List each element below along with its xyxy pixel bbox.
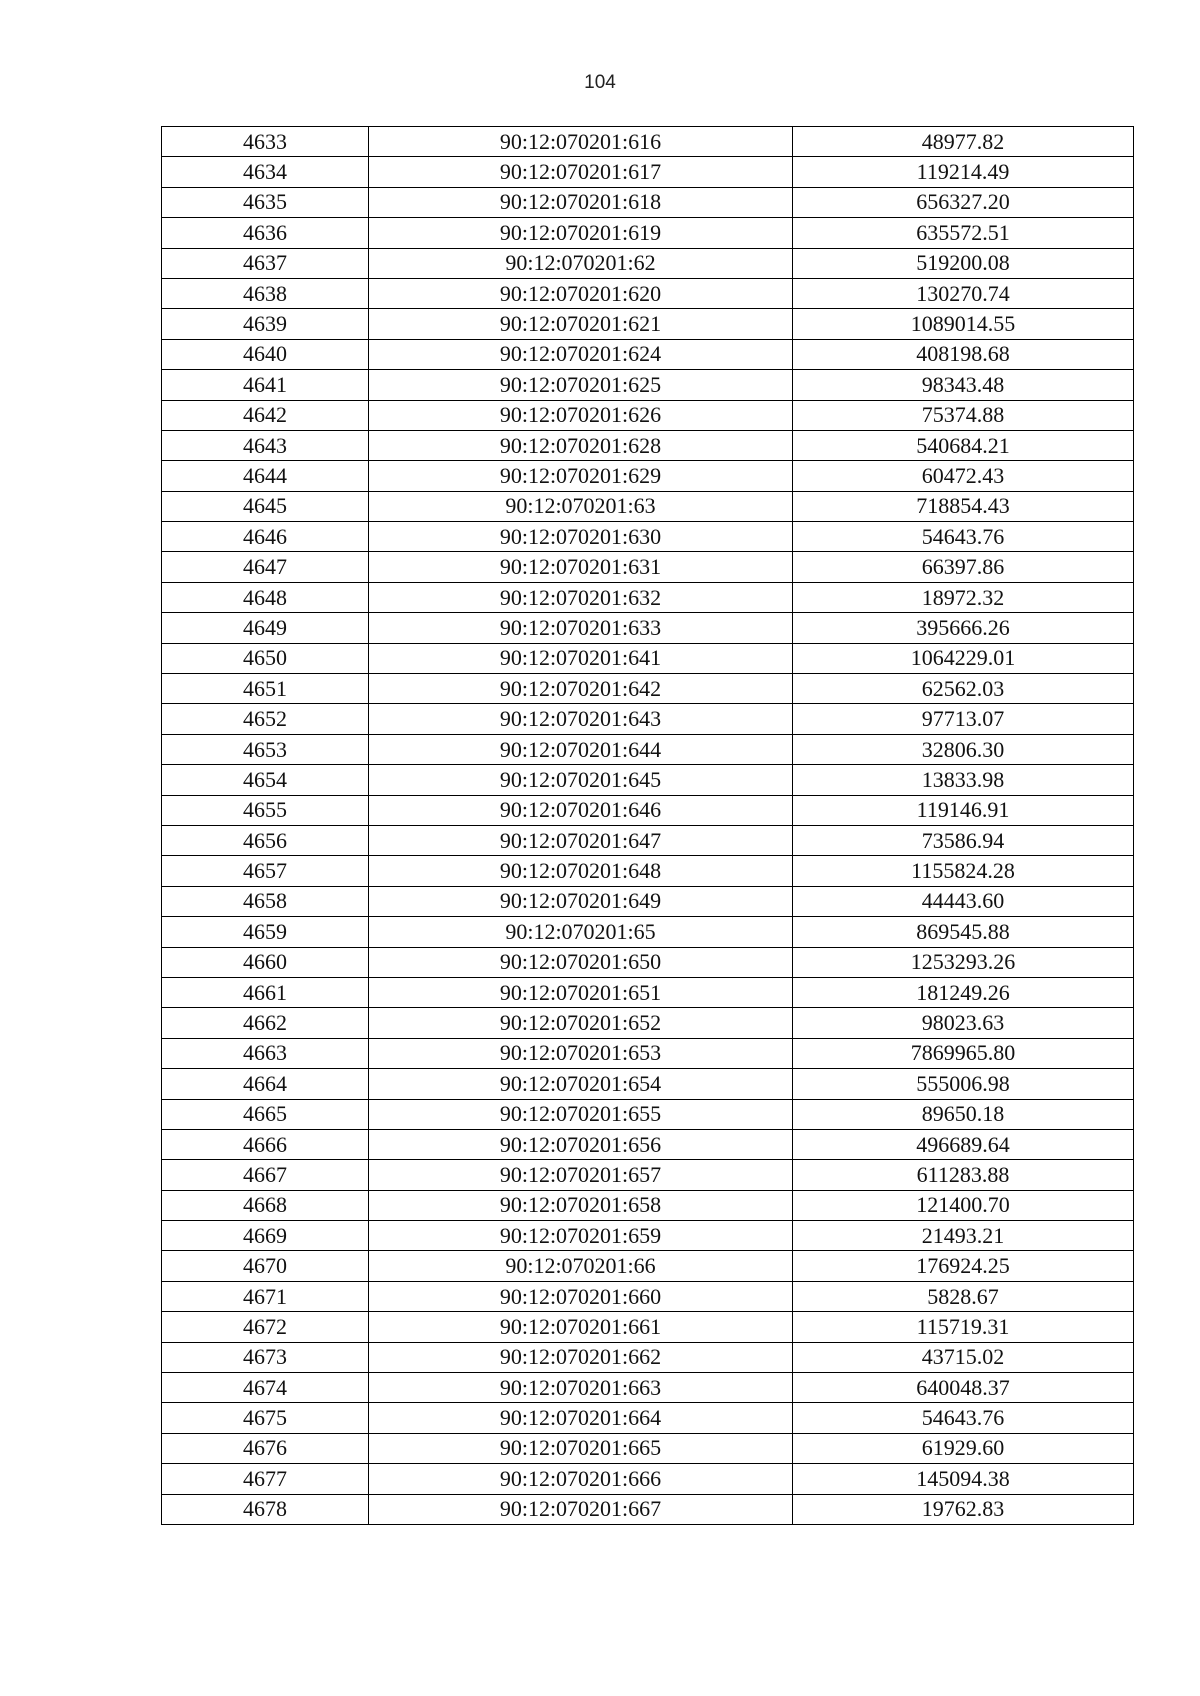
row-number-cell: 4641 xyxy=(162,370,369,400)
row-number-cell: 4646 xyxy=(162,522,369,552)
row-number-cell: 4677 xyxy=(162,1464,369,1494)
cadastral-value-cell: 48977.82 xyxy=(793,127,1134,157)
table-row xyxy=(162,127,1134,157)
row-number-cell: 4662 xyxy=(162,1008,369,1038)
table-row xyxy=(162,1403,1134,1433)
cadastral-value-cell: 119214.49 xyxy=(793,157,1134,187)
row-number-cell: 4663 xyxy=(162,1038,369,1068)
cadastral-value-cell: 496689.64 xyxy=(793,1129,1134,1159)
row-number-cell: 4674 xyxy=(162,1373,369,1403)
cadastral-value-cell: 121400.70 xyxy=(793,1190,1134,1220)
row-number-cell: 4655 xyxy=(162,795,369,825)
cadastral-value-cell: 62562.03 xyxy=(793,674,1134,704)
table-row xyxy=(162,947,1134,977)
cadastral-number-cell: 90:12:070201:649 xyxy=(369,886,793,916)
table-row xyxy=(162,856,1134,886)
row-number-cell: 4661 xyxy=(162,977,369,1007)
table-row xyxy=(162,704,1134,734)
cadastral-value-cell: 75374.88 xyxy=(793,400,1134,430)
row-number-cell: 4642 xyxy=(162,400,369,430)
row-number-cell: 4659 xyxy=(162,917,369,947)
cadastral-number-cell: 90:12:070201:641 xyxy=(369,643,793,673)
cadastral-number-cell: 90:12:070201:628 xyxy=(369,430,793,460)
cadastral-value-cell: 97713.07 xyxy=(793,704,1134,734)
cadastral-number-cell: 90:12:070201:629 xyxy=(369,461,793,491)
cadastral-value-cell: 1089014.55 xyxy=(793,309,1134,339)
row-number-cell: 4671 xyxy=(162,1281,369,1311)
row-number-cell: 4668 xyxy=(162,1190,369,1220)
table-row xyxy=(162,278,1134,308)
row-number-cell: 4675 xyxy=(162,1403,369,1433)
table-row xyxy=(162,1464,1134,1494)
cadastral-value-cell: 640048.37 xyxy=(793,1373,1134,1403)
cadastral-number-cell: 90:12:070201:654 xyxy=(369,1069,793,1099)
cadastral-number-cell: 90:12:070201:65 xyxy=(369,917,793,947)
cadastral-number-cell: 90:12:070201:620 xyxy=(369,278,793,308)
row-number-cell: 4652 xyxy=(162,704,369,734)
cadastral-value-cell: 7869965.80 xyxy=(793,1038,1134,1068)
cadastral-number-cell: 90:12:070201:657 xyxy=(369,1160,793,1190)
cadastral-value-cell: 44443.60 xyxy=(793,886,1134,916)
table-row xyxy=(162,461,1134,491)
table-row xyxy=(162,1281,1134,1311)
cadastral-value-cell: 32806.30 xyxy=(793,734,1134,764)
row-number-cell: 4666 xyxy=(162,1129,369,1159)
row-number-cell: 4640 xyxy=(162,339,369,369)
table-row xyxy=(162,370,1134,400)
row-number-cell: 4635 xyxy=(162,187,369,217)
cadastral-number-cell: 90:12:070201:647 xyxy=(369,825,793,855)
cadastral-number-cell: 90:12:070201:617 xyxy=(369,157,793,187)
cadastral-value-cell: 395666.26 xyxy=(793,613,1134,643)
row-number-cell: 4651 xyxy=(162,674,369,704)
table-row xyxy=(162,522,1134,552)
table-row xyxy=(162,674,1134,704)
row-number-cell: 4648 xyxy=(162,582,369,612)
cadastral-number-cell: 90:12:070201:650 xyxy=(369,947,793,977)
row-number-cell: 4660 xyxy=(162,947,369,977)
cadastral-number-cell: 90:12:070201:646 xyxy=(369,795,793,825)
cadastral-value-cell: 43715.02 xyxy=(793,1342,1134,1372)
table-row xyxy=(162,1069,1134,1099)
row-number-cell: 4653 xyxy=(162,734,369,764)
table-row xyxy=(162,1312,1134,1342)
cadastral-value-cell: 73586.94 xyxy=(793,825,1134,855)
cadastral-value-cell: 145094.38 xyxy=(793,1464,1134,1494)
row-number-cell: 4672 xyxy=(162,1312,369,1342)
cadastral-number-cell: 90:12:070201:661 xyxy=(369,1312,793,1342)
cadastral-value-cell: 119146.91 xyxy=(793,795,1134,825)
cadastral-number-cell: 90:12:070201:658 xyxy=(369,1190,793,1220)
cadastral-value-cell: 1155824.28 xyxy=(793,856,1134,886)
table-row xyxy=(162,1251,1134,1281)
cadastral-number-cell: 90:12:070201:660 xyxy=(369,1281,793,1311)
table-row xyxy=(162,795,1134,825)
table-row xyxy=(162,248,1134,278)
cadastral-value-cell: 1064229.01 xyxy=(793,643,1134,673)
cadastral-number-cell: 90:12:070201:630 xyxy=(369,522,793,552)
cadastral-value-cell: 130270.74 xyxy=(793,278,1134,308)
cadastral-value-cell: 176924.25 xyxy=(793,1251,1134,1281)
cadastral-number-cell: 90:12:070201:644 xyxy=(369,734,793,764)
row-number-cell: 4634 xyxy=(162,157,369,187)
cadastral-value-cell: 519200.08 xyxy=(793,248,1134,278)
table-body xyxy=(162,127,1134,1525)
table-row xyxy=(162,1373,1134,1403)
table-row xyxy=(162,765,1134,795)
table-row xyxy=(162,552,1134,582)
cadastral-number-cell: 90:12:070201:643 xyxy=(369,704,793,734)
cadastral-number-cell: 90:12:070201:653 xyxy=(369,1038,793,1068)
table-row xyxy=(162,1008,1134,1038)
cadastral-number-cell: 90:12:070201:62 xyxy=(369,248,793,278)
table-row xyxy=(162,1433,1134,1463)
row-number-cell: 4664 xyxy=(162,1069,369,1099)
cadastral-number-cell: 90:12:070201:66 xyxy=(369,1251,793,1281)
row-number-cell: 4633 xyxy=(162,127,369,157)
cadastral-number-cell: 90:12:070201:633 xyxy=(369,613,793,643)
cadastral-value-cell: 13833.98 xyxy=(793,765,1134,795)
row-number-cell: 4657 xyxy=(162,856,369,886)
table-row xyxy=(162,218,1134,248)
cadastral-value-cell: 54643.76 xyxy=(793,1403,1134,1433)
cadastral-value-cell: 19762.83 xyxy=(793,1494,1134,1524)
table-row xyxy=(162,886,1134,916)
cadastral-number-cell: 90:12:070201:625 xyxy=(369,370,793,400)
row-number-cell: 4678 xyxy=(162,1494,369,1524)
row-number-cell: 4656 xyxy=(162,825,369,855)
row-number-cell: 4667 xyxy=(162,1160,369,1190)
cadastral-number-cell: 90:12:070201:648 xyxy=(369,856,793,886)
cadastral-number-cell: 90:12:070201:666 xyxy=(369,1464,793,1494)
cadastral-value-cell: 60472.43 xyxy=(793,461,1134,491)
cadastral-value-cell: 115719.31 xyxy=(793,1312,1134,1342)
cadastral-number-cell: 90:12:070201:632 xyxy=(369,582,793,612)
table-row xyxy=(162,1038,1134,1068)
cadastral-value-cell: 98343.48 xyxy=(793,370,1134,400)
row-number-cell: 4665 xyxy=(162,1099,369,1129)
table-row xyxy=(162,643,1134,673)
row-number-cell: 4673 xyxy=(162,1342,369,1372)
table-row xyxy=(162,491,1134,521)
table-row xyxy=(162,917,1134,947)
table-row xyxy=(162,977,1134,1007)
table-row xyxy=(162,1494,1134,1524)
table-row xyxy=(162,1160,1134,1190)
table-row xyxy=(162,1099,1134,1129)
cadastral-value-cell: 869545.88 xyxy=(793,917,1134,947)
cadastral-number-cell: 90:12:070201:621 xyxy=(369,309,793,339)
row-number-cell: 4639 xyxy=(162,309,369,339)
row-number-cell: 4670 xyxy=(162,1251,369,1281)
row-number-cell: 4636 xyxy=(162,218,369,248)
cadastral-number-cell: 90:12:070201:665 xyxy=(369,1433,793,1463)
row-number-cell: 4676 xyxy=(162,1433,369,1463)
row-number-cell: 4638 xyxy=(162,278,369,308)
cadastral-number-cell: 90:12:070201:618 xyxy=(369,187,793,217)
cadastral-value-table xyxy=(161,126,1134,1525)
cadastral-value-cell: 98023.63 xyxy=(793,1008,1134,1038)
table-row xyxy=(162,157,1134,187)
cadastral-number-cell: 90:12:070201:619 xyxy=(369,218,793,248)
table-row xyxy=(162,1221,1134,1251)
row-number-cell: 4649 xyxy=(162,613,369,643)
cadastral-value-cell: 635572.51 xyxy=(793,218,1134,248)
cadastral-number-cell: 90:12:070201:645 xyxy=(369,765,793,795)
cadastral-value-cell: 18972.32 xyxy=(793,582,1134,612)
row-number-cell: 4637 xyxy=(162,248,369,278)
cadastral-number-cell: 90:12:070201:652 xyxy=(369,1008,793,1038)
cadastral-number-cell: 90:12:070201:63 xyxy=(369,491,793,521)
cadastral-number-cell: 90:12:070201:667 xyxy=(369,1494,793,1524)
cadastral-number-cell: 90:12:070201:626 xyxy=(369,400,793,430)
table-row xyxy=(162,1342,1134,1372)
cadastral-number-cell: 90:12:070201:663 xyxy=(369,1373,793,1403)
row-number-cell: 4645 xyxy=(162,491,369,521)
cadastral-number-cell: 90:12:070201:664 xyxy=(369,1403,793,1433)
row-number-cell: 4654 xyxy=(162,765,369,795)
table-row xyxy=(162,1129,1134,1159)
cadastral-number-cell: 90:12:070201:631 xyxy=(369,552,793,582)
row-number-cell: 4650 xyxy=(162,643,369,673)
table-row xyxy=(162,825,1134,855)
cadastral-number-cell: 90:12:070201:624 xyxy=(369,339,793,369)
cadastral-value-cell: 21493.21 xyxy=(793,1221,1134,1251)
table-row xyxy=(162,613,1134,643)
cadastral-number-cell: 90:12:070201:642 xyxy=(369,674,793,704)
table-row xyxy=(162,734,1134,764)
cadastral-value-cell: 408198.68 xyxy=(793,339,1134,369)
row-number-cell: 4644 xyxy=(162,461,369,491)
cadastral-value-cell: 181249.26 xyxy=(793,977,1134,1007)
cadastral-value-cell: 1253293.26 xyxy=(793,947,1134,977)
cadastral-number-cell: 90:12:070201:651 xyxy=(369,977,793,1007)
cadastral-number-cell: 90:12:070201:659 xyxy=(369,1221,793,1251)
table-row xyxy=(162,339,1134,369)
row-number-cell: 4669 xyxy=(162,1221,369,1251)
cadastral-value-cell: 718854.43 xyxy=(793,491,1134,521)
cadastral-value-cell: 61929.60 xyxy=(793,1433,1134,1463)
row-number-cell: 4647 xyxy=(162,552,369,582)
table-row xyxy=(162,309,1134,339)
table-row xyxy=(162,430,1134,460)
page-number: 104 xyxy=(584,72,616,93)
cadastral-value-cell: 656327.20 xyxy=(793,187,1134,217)
cadastral-number-cell: 90:12:070201:662 xyxy=(369,1342,793,1372)
table-row xyxy=(162,187,1134,217)
row-number-cell: 4658 xyxy=(162,886,369,916)
cadastral-value-cell: 611283.88 xyxy=(793,1160,1134,1190)
cadastral-value-cell: 66397.86 xyxy=(793,552,1134,582)
cadastral-value-cell: 540684.21 xyxy=(793,430,1134,460)
cadastral-value-cell: 89650.18 xyxy=(793,1099,1134,1129)
table-row xyxy=(162,1190,1134,1220)
row-number-cell: 4643 xyxy=(162,430,369,460)
cadastral-number-cell: 90:12:070201:656 xyxy=(369,1129,793,1159)
table-row xyxy=(162,400,1134,430)
cadastral-value-cell: 54643.76 xyxy=(793,522,1134,552)
cadastral-value-cell: 5828.67 xyxy=(793,1281,1134,1311)
table-row xyxy=(162,582,1134,612)
cadastral-value-cell: 555006.98 xyxy=(793,1069,1134,1099)
cadastral-number-cell: 90:12:070201:616 xyxy=(369,127,793,157)
cadastral-number-cell: 90:12:070201:655 xyxy=(369,1099,793,1129)
